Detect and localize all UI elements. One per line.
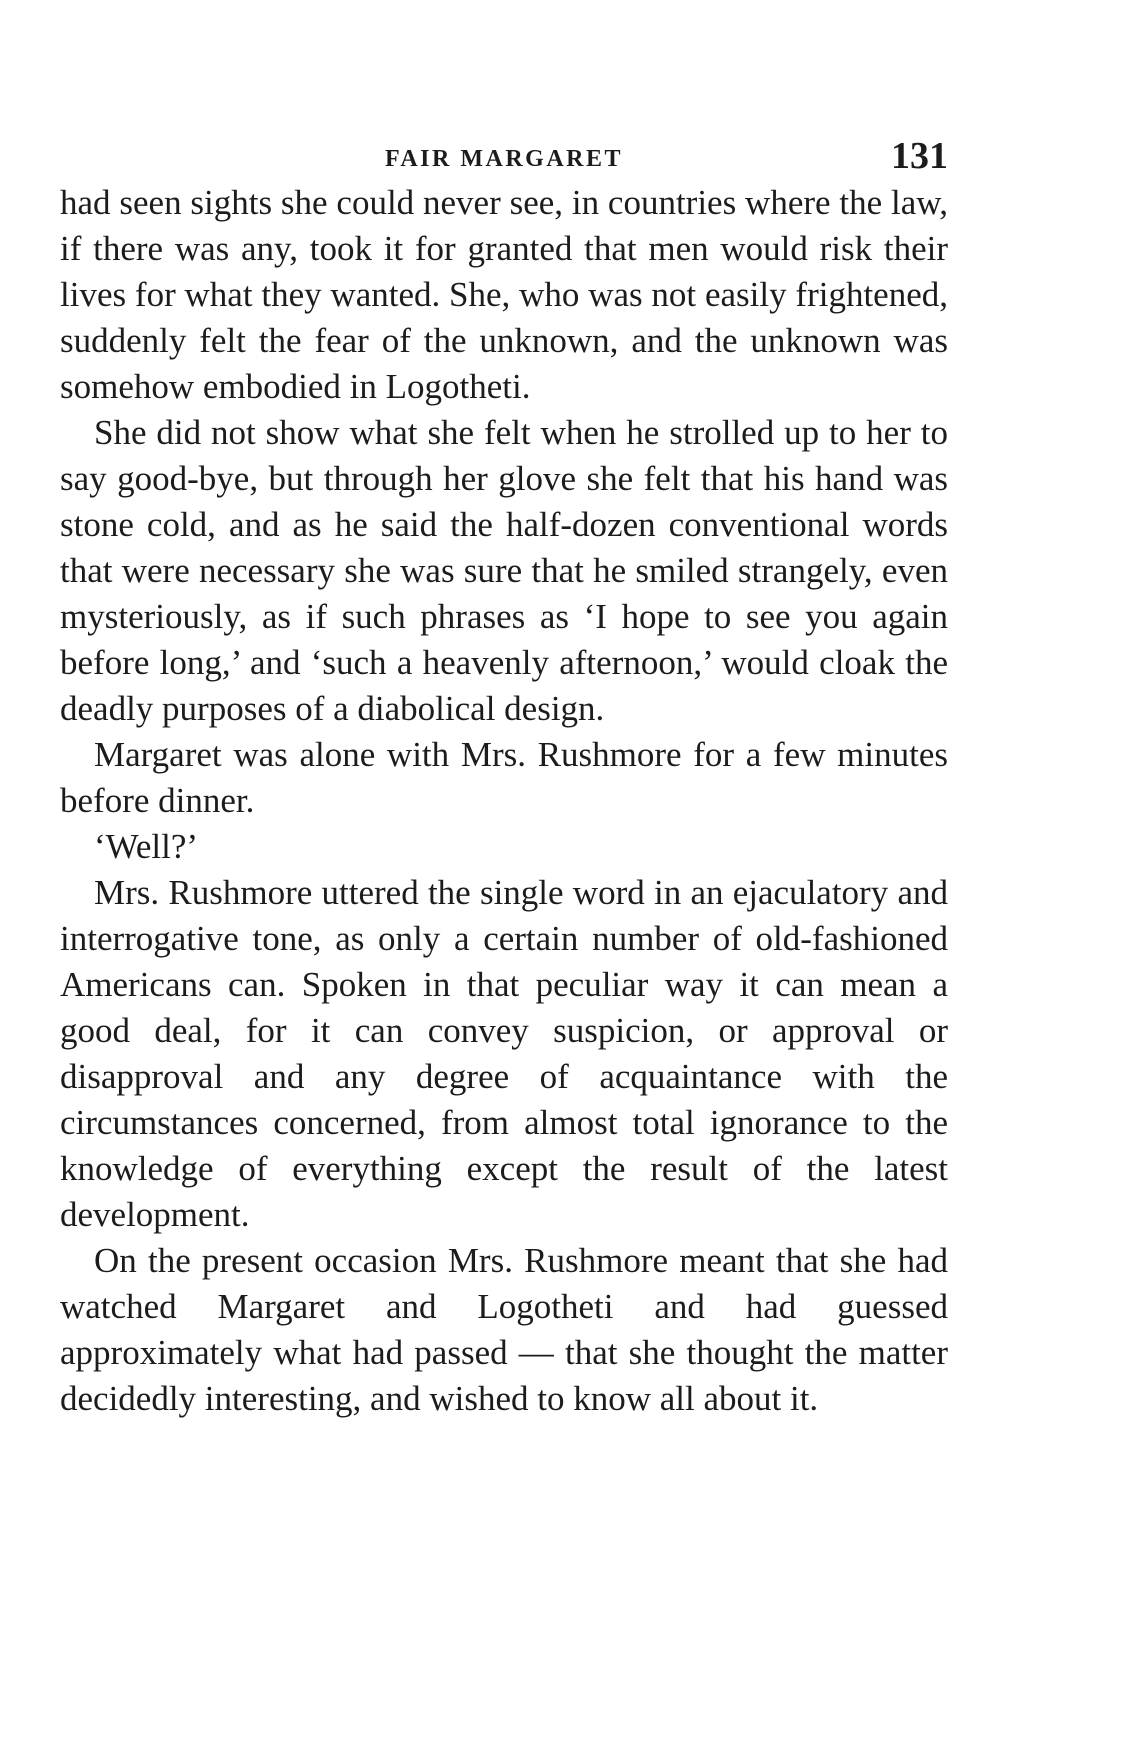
paragraph: She did not show what she felt when he strolled up to her to say good-bye, but through her glove she felt that his hand was stone cold, and as he said the half-dozen conventional words that were necessary she was sure that he smiled strangely, even mysteriously, as if such phrases as ‘I hope to see you again before long,’ and ‘such a heavenly afternoon,’ would cloak the deadly purposes of a diabolical design. [60, 413, 948, 728]
page-number: 131 [891, 135, 948, 177]
paragraph: Mrs. Rushmore uttered the single word in an ejaculatory and interrogative tone, as only a certain number of old-fashioned Americans can. Spoken in that peculiar way it can mean a good deal, for it can convey suspicion, or approval or disapproval and any degree of acquaintance with the circumstances concerned, from almost total ignorance to the knowledge of everything except the result of the latest development. [60, 873, 948, 1234]
running-head [60, 128, 948, 180]
paragraph: Margaret was alone with Mrs. Rushmore for a few minutes before dinner. [60, 735, 948, 820]
running-title: FAIR MARGARET [384, 146, 624, 172]
book-page [60, 128, 948, 1422]
paragraph: On the present occasion Mrs. Rushmore meant that she had watched Margaret and Logotheti and had guessed approximately what had passed — that she thought the matter decidedly interesting, and wished to know all about it. [60, 1241, 948, 1418]
paragraph: had seen sights she could never see, in countries where the law, if there was any, took it for granted that men would risk their lives for what they wanted. She, who was not easily frightened, suddenly felt the fear of the unknown, and the unknown was somehow embodied in Logotheti. [60, 183, 948, 406]
paragraph: ‘Well?’ [94, 827, 199, 866]
body-text [60, 180, 948, 1422]
